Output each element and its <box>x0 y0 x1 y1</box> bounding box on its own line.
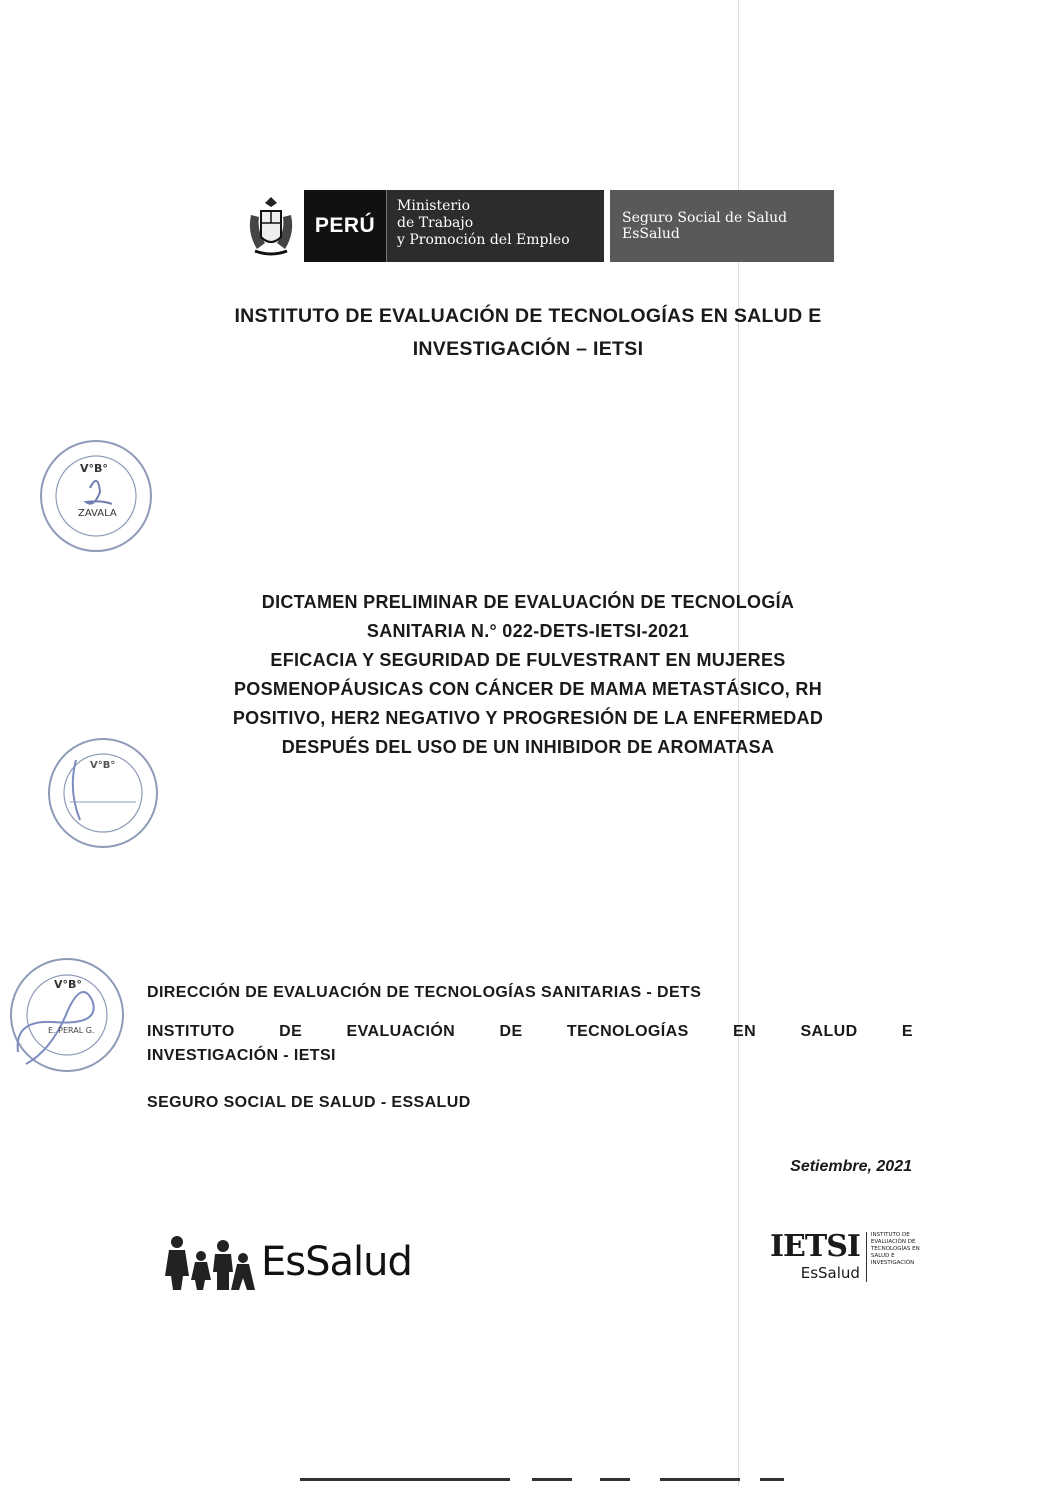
dictamen-line-2: SANITARIA N.° 022-DETS-IETSI-2021 <box>366 621 690 641</box>
scan-artifact-dash <box>660 1478 740 1481</box>
institute-word: TECNOLOGÍAS <box>566 1023 689 1040</box>
ietsi-fine-print: INSTITUTO DE EVALUACIÓN DE TECNOLOGÍAS EN SALUD E INVESTIGACIÓN <box>866 1232 921 1282</box>
institute-word: DE <box>279 1023 303 1040</box>
ministry-line-2: de Trabajo <box>397 215 474 231</box>
ietsi-sub: EsSalud <box>800 1264 860 1282</box>
institute-title <box>120 300 936 366</box>
stamp-2-vobo: V°B° <box>90 760 116 771</box>
approval-stamp-2 <box>48 738 158 848</box>
essalud-logo <box>165 1232 412 1292</box>
institute-title-line-2: INVESTIGACIÓN – IETSI <box>412 338 644 360</box>
scan-artifact-dash <box>300 1478 510 1481</box>
institute-tail: INVESTIGACIÓN - IETSI <box>147 1047 336 1064</box>
institute-title-line-1: INSTITUTO DE EVALUACIÓN DE TECNOLOGÍAS EN SALUD E <box>234 305 822 327</box>
agency-label <box>610 190 834 262</box>
stamp-1-name: ZAVALA <box>78 508 117 519</box>
ministry-label <box>386 190 604 262</box>
dictamen-title <box>120 588 936 762</box>
government-header <box>238 190 842 262</box>
ietsi-logo <box>770 1229 921 1282</box>
essalud-logo-text: EsSalud <box>261 1239 412 1285</box>
institute-word: EVALUACIÓN <box>346 1023 456 1040</box>
scan-artifact-dash <box>600 1478 630 1481</box>
scan-artifact-dash <box>532 1478 572 1481</box>
dictamen-line-3: EFICACIA Y SEGURIDAD DE FULVESTRANT EN MUJERES <box>270 650 786 670</box>
institute-word: E <box>901 1023 913 1040</box>
agency-line-2: EsSalud <box>622 226 680 242</box>
ietsi-acronym: IETSI <box>770 1229 860 1264</box>
institute-block <box>147 1023 913 1065</box>
dictamen-line-6: DESPUÉS DEL USO DE UN INHIBIDOR DE AROMATASA <box>281 737 775 757</box>
institute-word: DE <box>499 1023 523 1040</box>
family-figures-icon <box>165 1232 257 1292</box>
scan-artifact-dash <box>760 1478 784 1481</box>
dictamen-line-1: DICTAMEN PRELIMINAR DE EVALUACIÓN DE TECNOLOGÍA <box>261 592 795 612</box>
stamp-1-vobo: V°B° <box>80 462 108 475</box>
agency-line-1: Seguro Social de Salud <box>622 210 788 226</box>
ministry-line-3: y Promoción del Empleo <box>397 232 570 248</box>
institute-word: INSTITUTO <box>147 1023 235 1040</box>
stamp-3-vobo: V°B° <box>54 978 82 991</box>
institute-word: SALUD <box>800 1023 858 1040</box>
ministry-line-1: Ministerio <box>397 198 471 214</box>
document-date: Setiembre, 2021 <box>790 1158 912 1175</box>
institute-word: EN <box>733 1023 757 1040</box>
dictamen-line-4: POSMENOPÁUSICAS CON CÁNCER DE MAMA METASTÁSICO, RH <box>233 679 823 699</box>
approval-stamp-1 <box>40 440 152 552</box>
approval-stamp-3 <box>10 958 124 1072</box>
direction-line: DIRECCIÓN DE EVALUACIÓN DE TECNOLOGÍAS SANITARIAS - DETS <box>147 984 702 1001</box>
institute-justified-line <box>147 1023 913 1041</box>
coat-of-arms-icon <box>238 190 304 262</box>
dictamen-line-5: POSITIVO, HER2 NEGATIVO Y PROGRESIÓN DE LA ENFERMEDAD <box>232 708 824 728</box>
stamp-3-name: E. PERAL G. <box>48 1026 95 1035</box>
peru-label: PERÚ <box>304 190 386 262</box>
social-security-line: SEGURO SOCIAL DE SALUD - ESSALUD <box>147 1094 471 1111</box>
